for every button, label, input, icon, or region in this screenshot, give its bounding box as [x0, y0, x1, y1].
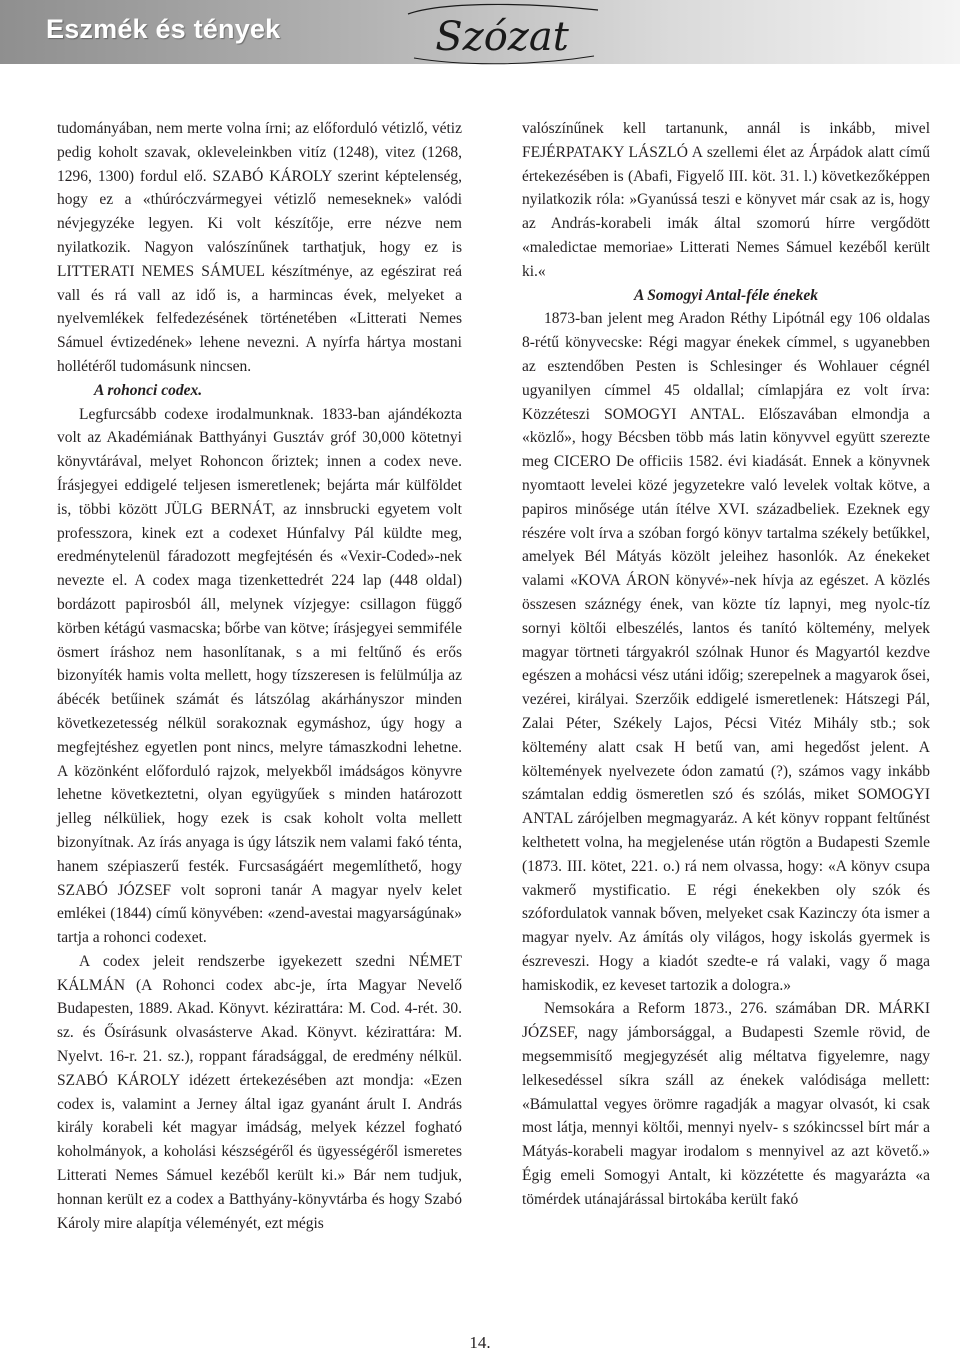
- body-paragraph: valószínűnek kell tartanunk, annál is inkább, mivel FEJÉRPATAKY LÁSZLÓ A szellemi élet az Árpádok alatt című értekezésében is (Abafi, Figyelő III. köt. 31. l.) következőképpen nyilatkozik róla: »Gyanússá teszi e könyvet már csak az is, hogy az András-korabeli imák által szomorú hírre vergődött «maledictae memoriae» Litterati Nemes Sámuel kezéből került ki.«: [522, 120, 930, 280]
- szozat-logo: [402, 0, 602, 70]
- svg-text:Szózat: Szózat: [435, 14, 569, 60]
- body-paragraph: 1873-ban jelent meg Aradon Réthy Lipótnál egy 106 oldalas 8-rétű könyvecske: Régi magyar énekek címmel, s ugyanebben az esztendőben Pesten is Schlesinger és Wohlauer cégnél ugyanilyen címmel 45 oldallal; címlapjára ez volt írva: Közzéteszi SOMOGYI ANTAL. Előszavában elmondja a «közlő», hogy Bécsben több más latin könyvvel együtt szerezte meg CICERO De officiis 1582. évi kiadását. Ennek a könyvnek nyomtaott levelei közé jegyzetekre való levelek voltak kötve, a papiros minősége után ítélve XVI. századbeliek. Ezeknek egy részére volt írva a szóban forgó könyv tartalma székely betűkkel, amelyek Bél Mátyás közölt jeleihez hasonlók. Az énekeket valami «KOVA ÁRON könyvé»-nek hívja az egészet. A közlés összesen száznégy ének, van közte tíz lapnyi, meg nyolc-tíz sornyi költői elbeszélés, lantos és tanító költemény, melyek magyar törtneti tárgyakról szólnak Hunor és Magyartól kezdve egészen a mohácsi vész utáni időig; szerepelnek a magyarok ősei, vezérei, királyai. Szerzőik eddigelé ismeretlenek: Hátszegi Pál, Zalai Péter, Székely Lajos, Pécsi Vitéz Mihály stb.; sok költemény alatt csak H betű van, ami hegedőst jelent. A költemények nyelvezete ódon zamatú (?), számos vagy inkább számtalan eddig ösmeretlen szó és szólás, miket SOMOGYI ANTAL zárójelben megmagyaráz. A két könyv roppant feltűnést kelthetett volna, ha megjelenése után rögtön a Budapesti Szemle (1873. III. kötet, 221. o.) rá nem olvassa, hogy: «A könyv csupa vakmerő mystificatio. E régi énekekben oly szók és szófordulatok vannak bőven, melyeket csak Kazinczy óta ismer a magyar nyelv. Az ámítás oly világos, hogy iskolás gyermek is észreveszi. Hogy a kiadót szedte-e rá valaki, vagy ő maga hamiskodik, ez keveset tartozik a dologra.»: [522, 310, 931, 994]
- section-subheading: A Somogyi Antal-féle énekek: [633, 286, 819, 304]
- body-paragraph: A codex jeleit rendszerbe igyekezett szedni NÉMET KÁLMÁN (A Rohonci codex abc-je, írta Magyar Nevelő Budapesten, 1889. Akad. Könyvt. kézirattára: M. Cod. 4-rét. 30. sz. és Ősírásunk olvasásterve Akad. Könyvt. kézirattára: M. Nyelvt. 16-r. 21. sz.), roppant fáradsággal, de eredmény nélkül. SZABÓ KÁROLY idézett értekezésében azt mondja: «Ezen codex is, valamint a Jerney által igaz gyanánt árult I. András király korabeli két magyar imádság, melyek kézzel fogható koholmányok, a koholási készségéről és ügyességéről ismeretes Litterati Nemes Sámuel kezéből került ki.» Bár nem tudjuk, honnan került ez a codex a Batthyány-könyvtárba és hogy Szabó Károly mire alapítja véleményét, ezt mégis: [57, 952, 462, 1232]
- right-column: [522, 117, 930, 1212]
- section-title: Eszmék és tények: [46, 14, 281, 44]
- body-paragraph: tudományában, nem merte volna írni; az előforduló vétizlő, vétiz pedig koholt szavak, okleveleinkben vitíz (1248), vitez (1268, 1296, 1300) fordul elő. SZABÓ KÁROLY szerint képtelenség, hogy ez a «thúróczvármegyei vétizlő nemeseknek» valódi névjegyzéke legyen. Ki volt készítője, erre nézve nem nyilatkozik. Nagyon valószínűnek tarthatjuk, hogy ez is LITTERATI NEMES SÁMUEL készítménye, az egészirat reá vall és rá vall az idő is, a harmincas évek, melyeket a nyelvemlékek felfedezésének történetében «Litterati Nemes Sámuel évtizedének» lehene nevezni. A nyírfa hártya mostani hollétéről tudomásunk nincsen.: [57, 120, 462, 375]
- section-subheading: A rohonci codex.: [94, 381, 203, 399]
- body-paragraph: Nemsokára a Reform 1873., 276. számában DR. MÁRKI JÓZSEF, nagy jámborsággal, a Budapesti Szemle rövid, de megsemmisítő megjegyzését alig méltatva figyelemre, nagy lelkesedéssel síkra száll az énekek valódisága mellett: «Bámulattal vegyes örömre ragadják a magyar olvasót, ki csak most látja, mennyi költői, mennyi nyelv- s szókincssel bírt már a Mátyás-korabeli magyar irodalom s mennyivel az azt követő.» Égig emeli Somogyi Antalt, ki közzétette és magyarázta «a tömérdek utánajárással birtokába került fakó: [522, 1000, 930, 1208]
- body-paragraph: Legfurcsább codexe irodalmunknak. 1833-ban ajándékozta volt az Akadémiának Batthyányi Gusztáv gróf 30,000 kötetnyi könyvtárával, melyet Rohoncon őriztek; innen a codex neve. Írásjegyei eddigelé teljesen ismeretlenek; bejárta már külföldet is, többi között JÜLG BERNÁT, az innsbrucki egyetem volt professzora, kinek ezt a codexet Húnfalvy Pál küldte meg, eredménytelenül fáradozott megfejtésén és «Vexir-Coded»-nek nevezte el. A codex maga tizenkettedrét 224 lap (448 oldal) bordázott papirosból áll, melynek vízjegye: csillagon függő körben kétágú vasmacska; bőrbe van kötve; írásjegyei semmiféle ösmert íráshoz nem hasonlítanak, s a mi feltűnő és erős bizonyíték hamis volta mellett, hogy tízszeresen is felülmúlja az ábécék betűinek számát és látszólag akárhányszor minden következetesség nélkül sorakoznak egymáshoz, úgy hogy a megfejtéshez egyetlen pont nincs, melyre támaszkodni lehetne. A közönként előforduló rajzok, melyekből imádságos könyvre lehetne következtetni, olyan együgyűek s minden határozott jelleg nélküliek, hogy ezek is csak koholt volta mellett bizonyítnak. Az írás anyaga is úgy látszik nem valami fakó ténta, hanem szépiaszerű festék. Furcsaságáért megemlíthető, hogy SZABÓ JÓZSEF volt soproni tanár A magyar nyelv kelet emlékei (1844) című könyvében: «zend-avestai magyarságúnak» tartja a rohonci codexet.: [57, 405, 462, 947]
- page-number: 14.: [469, 1333, 491, 1352]
- left-column: [57, 117, 462, 1235]
